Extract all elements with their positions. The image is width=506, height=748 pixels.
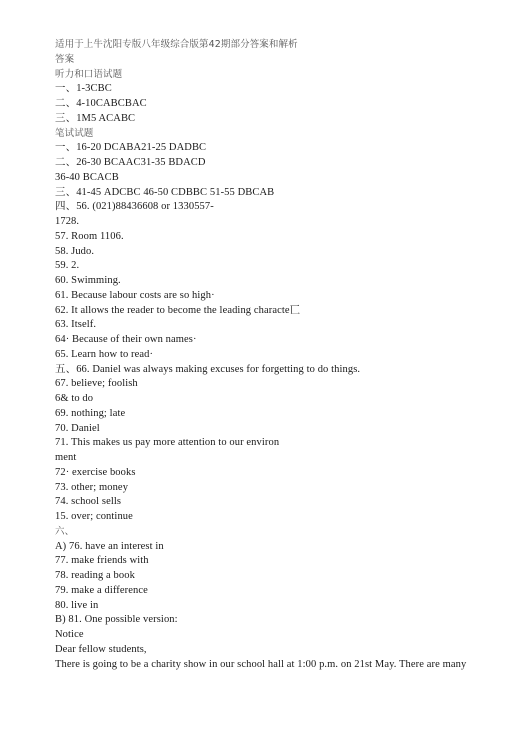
text-line: 六、: [55, 525, 75, 537]
text-line: 二、26-30 BCAAC31-35 BDACD: [55, 157, 206, 168]
text-line: 答案: [55, 53, 75, 65]
text-line: 三、41-45 ADCBC 46-50 CDBBC 51-55 DBCAB: [55, 186, 275, 198]
text-line: 79. make a difference: [55, 584, 148, 596]
text-line: 听力和口语试题: [55, 68, 123, 80]
text-line: 64· Because of their own names·: [55, 334, 197, 345]
text-line: 60. Swimming.: [55, 275, 121, 286]
text-line: There is going to be a charity show in our school hall at 1:00 p.m. on 21st May. There are many: [55, 658, 467, 670]
text-line: ment: [55, 452, 77, 463]
text-line: 77. make friends with: [55, 555, 149, 567]
text-line: 1728.: [55, 216, 80, 227]
text-line: 57. Room 1106.: [55, 230, 124, 242]
text-line: 一、1-3CBC: [55, 83, 112, 95]
text-line: 78. reading a book: [55, 570, 135, 581]
text-line: 58. Judo.: [55, 245, 95, 257]
document-body: [55, 38, 495, 672]
text-line: A) 76. have an interest in: [55, 540, 164, 552]
text-line: 80. live in: [55, 599, 99, 611]
text-line: Dear fellow students,: [55, 643, 147, 655]
text-line: 65. Learn how to read·: [55, 348, 154, 360]
text-line: 67. believe; foolish: [55, 378, 138, 390]
text-line: B) 81. One possible version:: [55, 614, 178, 626]
text-line: 62. It allows the reader to become the leading characte匸: [55, 304, 301, 316]
text-line: 73. other; money: [55, 481, 129, 493]
text-line: 63. Itself.: [55, 319, 97, 331]
text-line: 61. Because labour costs are so high·: [55, 289, 215, 301]
text-line: 74. school sells: [55, 496, 122, 508]
text-line: 69. nothing; late: [55, 407, 126, 419]
text-line: 70. Daniel: [55, 422, 100, 434]
text-line: 71. This makes us pay more attention to our environ: [55, 437, 280, 449]
text-line: 一、16-20 DCABA21-25 DADBC: [55, 142, 207, 154]
text-line: 6& to do: [55, 393, 94, 404]
text-line: 二、4-10CABCBAC: [55, 98, 147, 109]
text-line: 四、56. (021)88436608 or 1330557-: [55, 201, 214, 213]
text-line: 72· exercise books: [55, 466, 136, 478]
text-line: 三、1M5 ACABC: [55, 112, 136, 124]
text-line: 15. over; continue: [55, 511, 133, 522]
text-line: 适用于上牛沈阳专版八年级综合版第42期部分答案和解析: [55, 39, 298, 50]
text-line: Notice: [55, 629, 84, 640]
text-line: 36-40 BCACB: [55, 171, 119, 183]
text-line: 59. 2.: [55, 260, 80, 272]
text-line: 五、66. Daniel was always making excuses for forgetting to do things.: [55, 363, 361, 375]
text-line: 笔试试题: [55, 127, 94, 139]
